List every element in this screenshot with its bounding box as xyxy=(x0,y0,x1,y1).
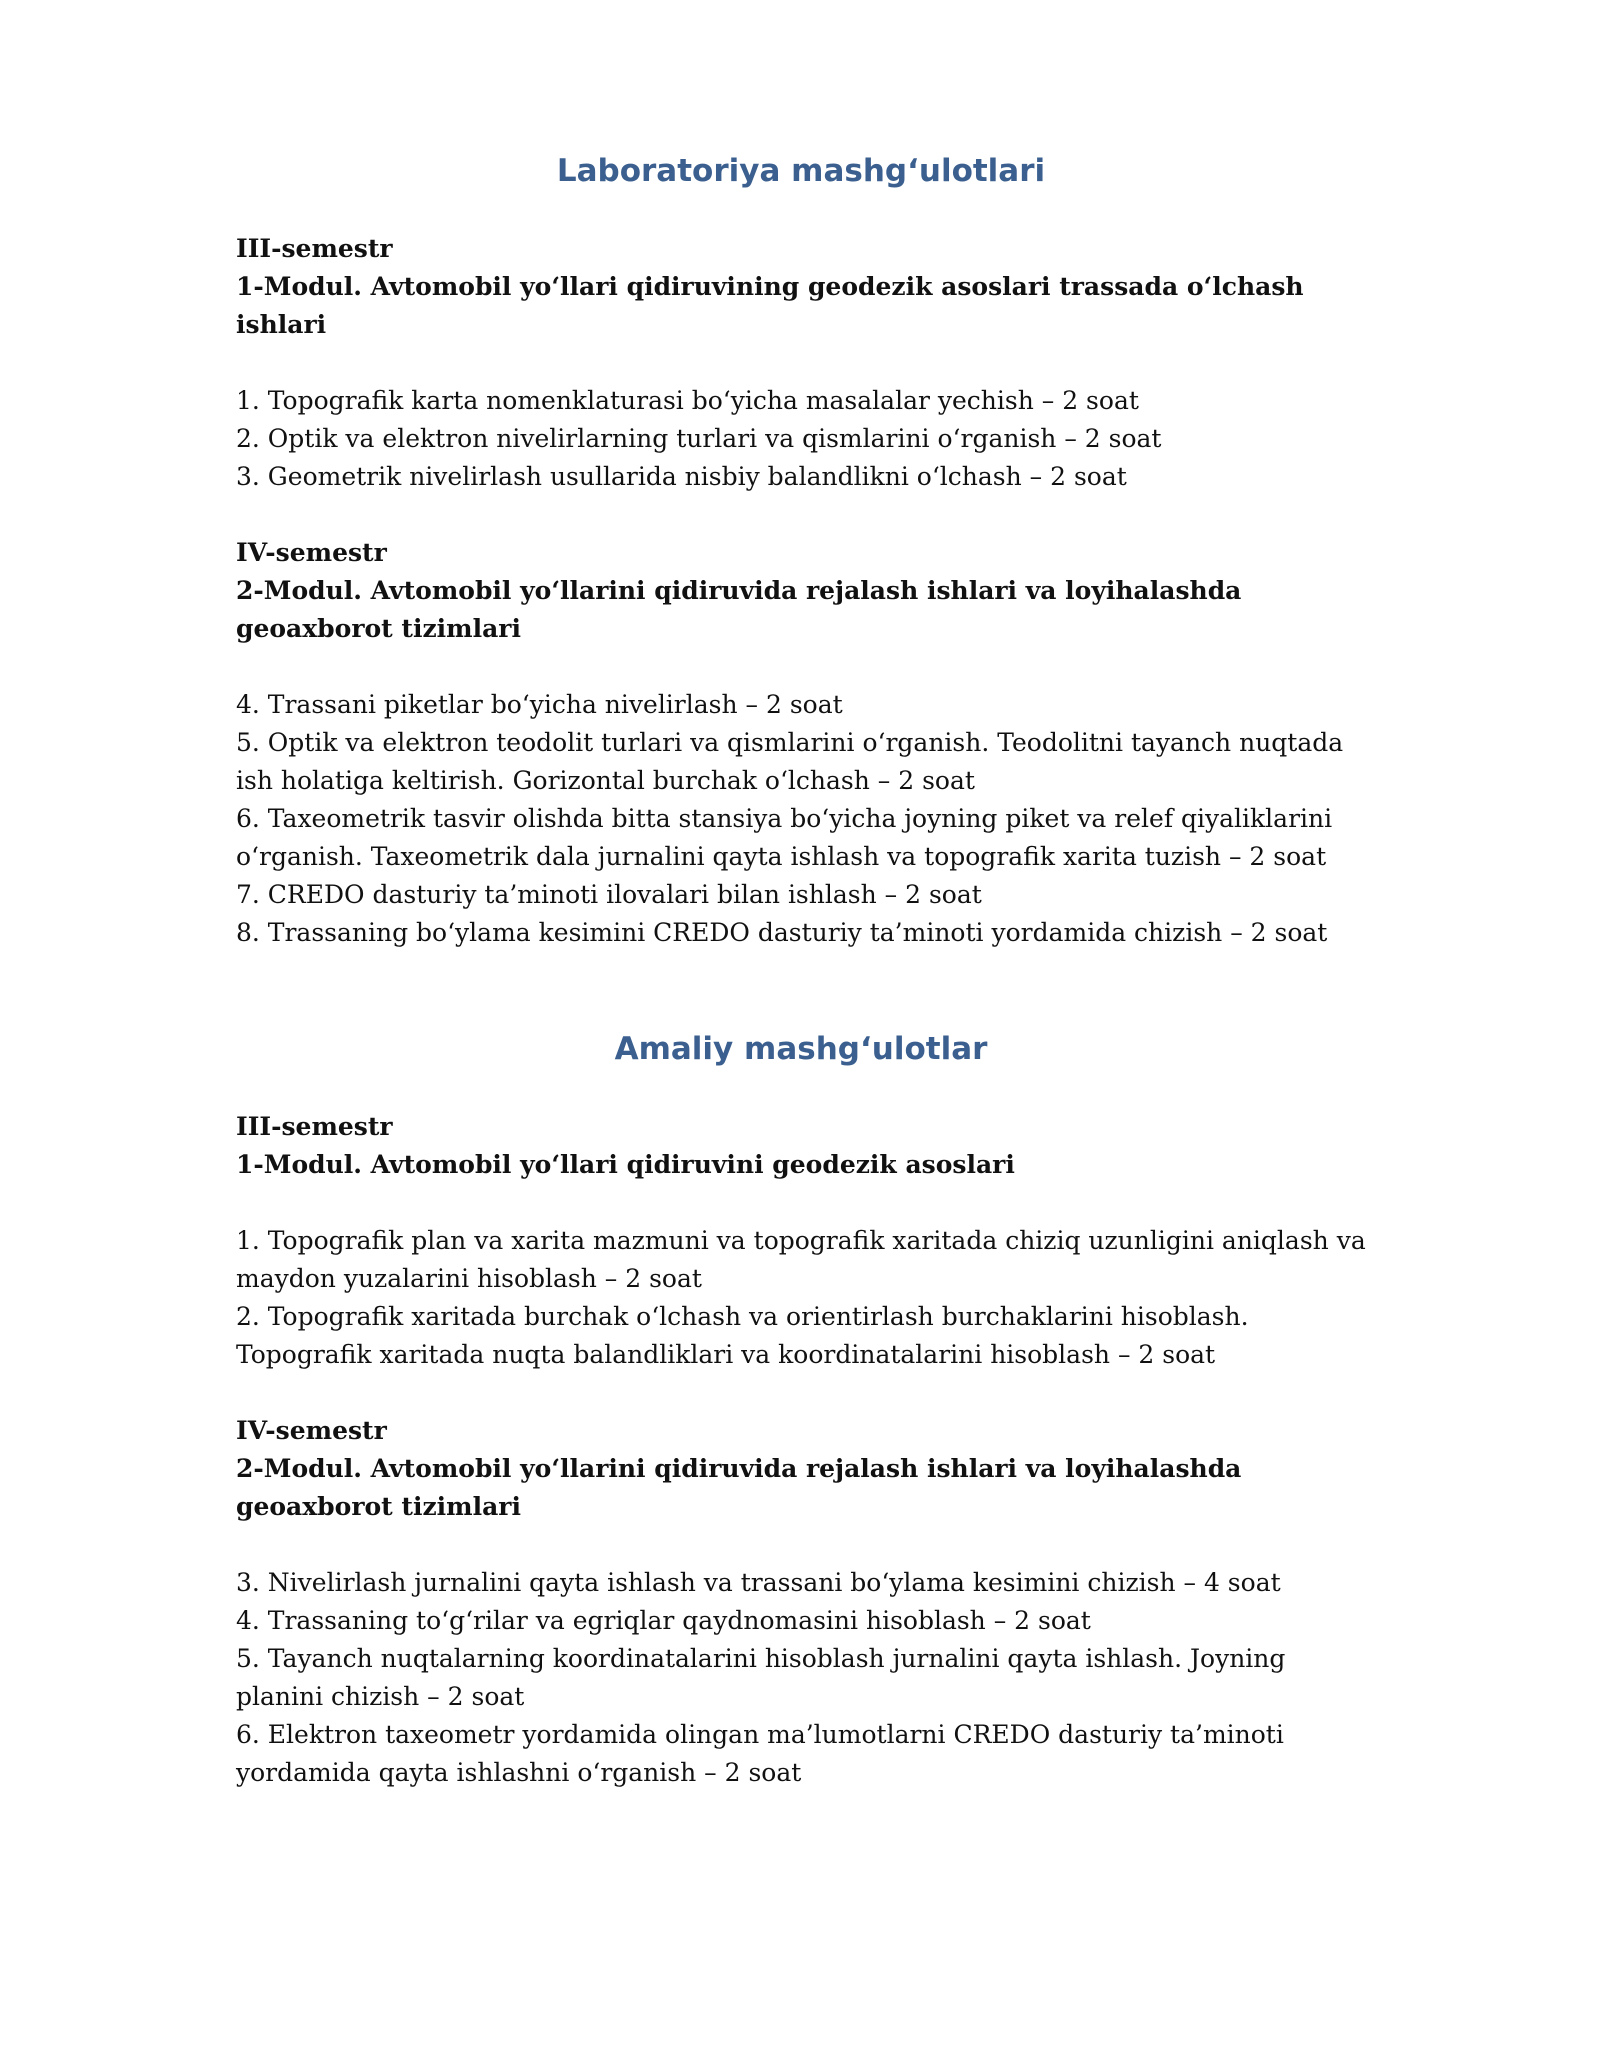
amaliy-semester-3 xyxy=(236,1108,1366,1374)
list-item: 4. Trassaning to‘g‘rilar va egriqlar qaydnomasini hisoblash – 2 soat xyxy=(236,1606,1091,1635)
amaliy-semester-4 xyxy=(236,1412,1366,1792)
list-item: 3. Nivelirlash jurnalini qayta ishlash va trassani bo‘ylama kesimini chizish – 4 soat xyxy=(236,1568,1281,1597)
list-item: 5. Tayanch nuqtalarning koordinatalarini hisoblash jurnalini qayta ishlash. Joyning planini chizish – 2 soat xyxy=(236,1644,1286,1711)
list-item: 5. Optik va elektron teodolit turlari va qismlarini o‘rganish. Teodolitni tayanch nuqtada ish holatiga keltirish. Gorizontal burchak o‘lchash – 2 soat xyxy=(236,728,1344,795)
list-item: 3. Geometrik nivelirlash usullarida nisbiy balandlikni o‘lchash – 2 soat xyxy=(236,462,1127,491)
lab-semester-4 xyxy=(236,534,1366,952)
list-item: 2. Optik va elektron nivelirlarning turlari va qismlarini o‘rganish – 2 soat xyxy=(236,424,1162,453)
module-heading: 1-Modul. Avtomobil yo‘llari qidiruvini geodezik asoslari xyxy=(236,1150,1015,1179)
list-item: 4. Trassani piketlar bo‘yicha nivelirlash – 2 soat xyxy=(236,690,843,719)
semester-heading: IV-semestr xyxy=(236,538,387,567)
module-heading: 1-Modul. Avtomobil yo‘llari qidiruvining geodezik asoslari trassada o‘lchash ishlari xyxy=(236,272,1304,339)
section-title-amaliy: Amaliy mashg‘ulotlar xyxy=(614,1031,988,1067)
semester-heading: III-semestr xyxy=(236,234,393,263)
list-item: 1. Topografik karta nomenklaturasi bo‘yicha masalalar yechish – 2 soat xyxy=(236,386,1139,415)
document-page xyxy=(236,150,1366,1792)
list-item: 6. Elektron taxeometr yordamida olingan ma’lumotlarni CREDO dasturiy ta’minoti yordamida qayta ishlashni o‘rganish – 2 soat xyxy=(236,1720,1284,1787)
list-item: 7. CREDO dasturiy ta’minoti ilovalari bilan ishlash – 2 soat xyxy=(236,880,982,909)
lab-semester-3 xyxy=(236,230,1366,496)
list-item: 2. Topografik xaritada burchak o‘lchash va orientirlash burchaklarini hisoblash. Topografik xaritada nuqta balandliklari va koordinatalarini hisoblash – 2 soat xyxy=(236,1302,1249,1369)
module-heading: 2-Modul. Avtomobil yo‘llarini qidiruvida rejalash ishlari va loyihalashda geoaxborot tizimlari xyxy=(236,1454,1242,1521)
list-item: 6. Taxeometrik tasvir olishda bitta stansiya bo‘yicha joyning piket va relef qiyaliklarini o‘rganish. Taxeometrik dala jurnalini qayta ishlash va topografik xarita tuzish – 2 soat xyxy=(236,804,1333,871)
semester-heading: III-semestr xyxy=(236,1112,393,1141)
semester-heading: IV-semestr xyxy=(236,1416,387,1445)
module-heading: 2-Modul. Avtomobil yo‘llarini qidiruvida rejalash ishlari va loyihalashda geoaxborot tizimlari xyxy=(236,576,1242,643)
list-item: 1. Topografik plan va xarita mazmuni va topografik xaritada chiziq uzunligini aniqlash va maydon yuzalarini hisoblash – 2 soat xyxy=(236,1226,1366,1293)
list-item: 8. Trassaning bo‘ylama kesimini CREDO dasturiy ta’minoti yordamida chizish – 2 soat xyxy=(236,918,1328,947)
section-title-laboratoriya: Laboratoriya mashg‘ulotlari xyxy=(556,153,1046,189)
